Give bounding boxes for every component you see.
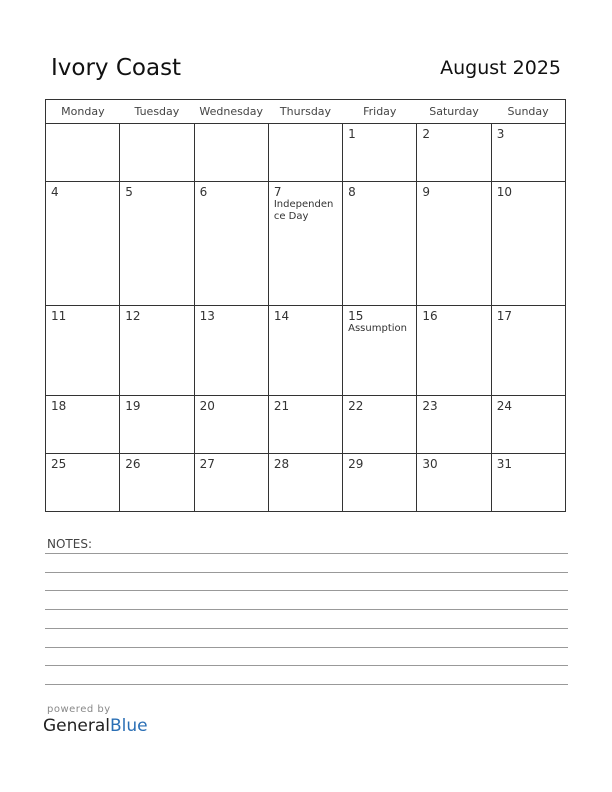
note-line <box>45 609 568 610</box>
day-number: 6 <box>199 184 208 199</box>
holiday-label: Assumption <box>348 322 407 334</box>
day-number: 10 <box>496 184 512 199</box>
powered-by-text: powered by <box>47 704 111 715</box>
day-number: 26 <box>125 457 141 472</box>
day-number: 14 <box>273 308 290 323</box>
notes-label: NOTES: <box>47 537 92 551</box>
day-number: 22 <box>348 399 364 414</box>
weekday-tuesday: Tuesday <box>120 100 194 124</box>
day-cell <box>343 305 417 396</box>
day-cell <box>46 454 120 512</box>
day-cell <box>417 305 491 396</box>
weekday-header-row <box>46 100 566 124</box>
brand-blue: Blue <box>110 716 148 736</box>
day-cell <box>120 305 194 396</box>
note-line <box>45 647 568 648</box>
weekday-saturday: Saturday <box>417 100 491 124</box>
day-cell <box>194 181 268 305</box>
day-number: 5 <box>125 184 133 199</box>
day-number: 21 <box>273 399 290 414</box>
day-number: 18 <box>51 399 67 414</box>
day-cell <box>268 454 342 512</box>
day-cell <box>491 305 565 396</box>
generalblue-logo <box>43 716 148 736</box>
week-row <box>46 396 566 454</box>
day-number: 16 <box>422 308 438 323</box>
day-number: 3 <box>496 127 505 141</box>
day-cell <box>343 124 417 182</box>
day-cell <box>120 181 194 305</box>
day-cell <box>194 454 268 512</box>
day-cell <box>417 454 491 512</box>
month-title: August 2025 <box>440 57 561 79</box>
day-number: 27 <box>199 457 215 472</box>
note-line <box>45 572 568 573</box>
note-line <box>45 684 568 685</box>
day-cell <box>120 396 194 454</box>
day-cell <box>120 454 194 512</box>
day-number: 1 <box>348 127 356 141</box>
day-number: 13 <box>199 308 215 323</box>
day-number: 9 <box>422 184 431 199</box>
day-number: 23 <box>422 399 438 414</box>
week-row <box>46 305 566 396</box>
day-cell <box>46 181 120 305</box>
weekday-sunday: Sunday <box>491 100 565 124</box>
day-cell <box>343 454 417 512</box>
day-cell <box>46 305 120 396</box>
day-cell <box>491 454 565 512</box>
day-number: 29 <box>348 457 364 472</box>
weekday-wednesday: Wednesday <box>194 100 268 124</box>
day-number: 8 <box>348 184 356 199</box>
day-number: 17 <box>496 308 512 323</box>
week-row <box>46 454 566 512</box>
day-cell <box>491 124 565 182</box>
day-cell <box>417 181 491 305</box>
day-cell <box>268 305 342 396</box>
weekday-monday: Monday <box>46 100 120 124</box>
brand-general: General <box>43 716 110 736</box>
week-row <box>46 124 566 182</box>
day-number: 20 <box>199 399 215 414</box>
day-number: 25 <box>51 457 67 472</box>
day-cell <box>343 181 417 305</box>
weekday-friday: Friday <box>343 100 417 124</box>
country-title: Ivory Coast <box>51 55 182 81</box>
day-number: 24 <box>496 399 512 414</box>
note-line <box>45 665 568 666</box>
day-number: 2 <box>422 127 431 141</box>
day-cell <box>491 396 565 454</box>
day-cell <box>343 396 417 454</box>
day-cell <box>491 181 565 305</box>
day-number: 4 <box>51 184 59 199</box>
day-number: 30 <box>422 457 438 472</box>
note-line <box>45 590 568 591</box>
weekday-thursday: Thursday <box>268 100 342 124</box>
calendar-grid <box>45 99 566 512</box>
day-cell <box>417 124 491 182</box>
day-number: 11 <box>51 308 67 323</box>
day-number: 19 <box>125 399 141 414</box>
note-line <box>45 628 568 629</box>
day-cell <box>194 396 268 454</box>
day-number: 7 <box>273 184 282 199</box>
day-number: 12 <box>125 308 141 323</box>
day-number: 28 <box>273 457 290 472</box>
day-cell <box>120 124 194 182</box>
day-cell <box>46 396 120 454</box>
day-cell <box>417 396 491 454</box>
week-row <box>46 181 566 305</box>
day-cell <box>194 124 268 182</box>
day-cell <box>46 124 120 182</box>
day-cell <box>268 396 342 454</box>
day-number: 15 <box>348 308 364 323</box>
day-cell <box>268 124 342 182</box>
holiday-label: Independence Day <box>273 198 334 222</box>
day-number: 31 <box>496 457 512 472</box>
day-cell <box>268 181 342 305</box>
day-cell <box>194 305 268 396</box>
note-line <box>45 553 568 554</box>
